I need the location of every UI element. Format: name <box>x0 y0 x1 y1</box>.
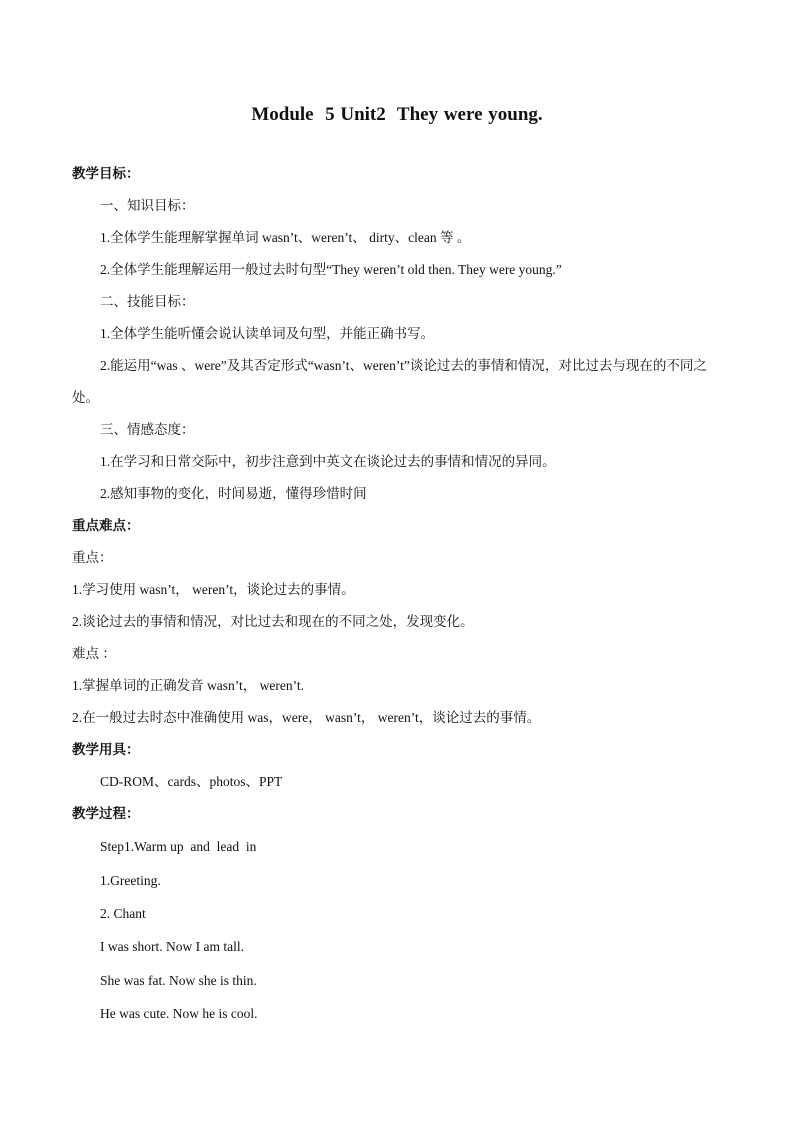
document-title: Module 5 Unit2 They were young. <box>251 104 543 125</box>
chant-line-1: I was short. Now I am tall. <box>100 939 244 954</box>
emotion-objectives-heading: 三、情感态度： <box>100 422 195 437</box>
skill-objective-1: 1.全体学生能听懂会说认读单词及句型，并能正确书写。 <box>100 326 435 341</box>
knowledge-objective-1: 1.全体学生能理解掌握单词 wasn’t、weren’t、 dirty、clean 等 。 <box>100 230 471 245</box>
key-label: 重点： <box>72 550 113 565</box>
difficult-label: 难点 ： <box>72 646 116 661</box>
emotion-objective-1: 1.在学习和日常交际中，初步注意到中英文在谈论过去的事情和情况的异同。 <box>100 454 556 469</box>
knowledge-objectives-heading: 一、知识目标： <box>100 198 195 213</box>
key-point-2: 2.谈论过去的事情和情况，对比过去和现在的不同之处，发现变化。 <box>72 614 474 629</box>
chant-line-2: She was fat. Now she is thin. <box>100 973 257 988</box>
difficult-point-2: 2.在一般过去时态中准确使用 was，were， wasn’t， weren’t，谈论过去的事情。 <box>72 710 541 725</box>
emotion-objective-2: 2.感知事物的变化，时间易逝，懂得珍惜时间 <box>100 486 367 501</box>
chant-line-3: He was cute. Now he is cool. <box>100 1006 258 1021</box>
materials-heading: 教学用具： <box>72 742 140 757</box>
objectives-heading: 教学目标： <box>72 166 140 181</box>
difficult-point-1: 1.掌握单词的正确发音 wasn’t， weren’t. <box>72 678 304 693</box>
process-greeting: 1.Greeting. <box>100 873 161 888</box>
materials-list: CD-ROM、cards、photos、PPT <box>100 774 283 789</box>
skill-objective-2: 2.能运用“was 、were”及其否定形式“wasn’t、weren’t”谈论过去的事情和情况，对比过去与现在的不同之处。 <box>72 358 707 405</box>
process-chant: 2. Chant <box>100 906 146 921</box>
knowledge-objective-2: 2.全体学生能理解运用一般过去时句型“They weren’t old then. They were young.” <box>100 262 562 277</box>
process-step-1: Step1.Warm up and lead in <box>100 839 257 854</box>
process-heading: 教学过程： <box>72 806 140 821</box>
key-points-heading: 重点难点： <box>72 518 140 533</box>
key-point-1: 1.学习使用 wasn’t， weren’t，谈论过去的事情。 <box>72 582 355 597</box>
skill-objectives-heading: 二、技能目标： <box>100 294 195 309</box>
